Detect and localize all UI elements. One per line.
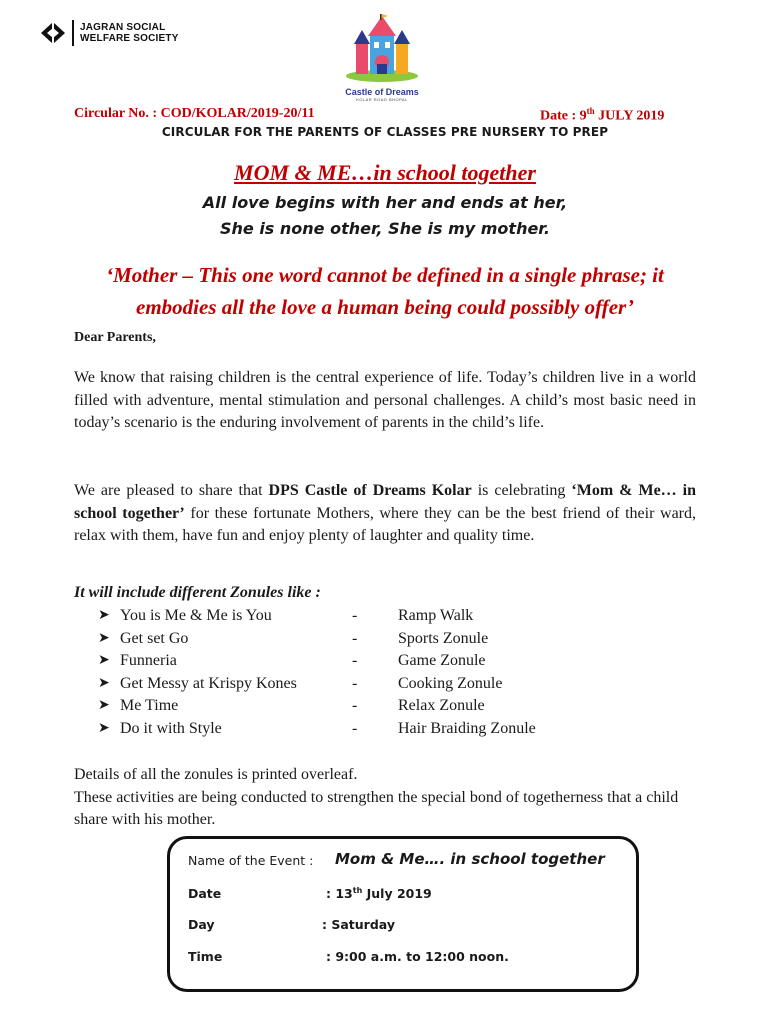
event-day-label: Day xyxy=(188,917,215,932)
society-logo xyxy=(40,20,179,46)
event-time-value: : 9:00 a.m. to 12:00 noon. xyxy=(326,949,509,964)
details-text xyxy=(74,764,694,832)
dash-separator: - xyxy=(352,652,358,669)
zonule-name: You is Me & Me is You xyxy=(120,607,272,624)
list-item xyxy=(98,650,618,673)
event-day-value: : Saturday xyxy=(322,917,395,932)
event-day-row xyxy=(188,917,395,932)
dash-separator: - xyxy=(352,629,358,647)
event-name-row xyxy=(188,850,605,868)
logo-caption: Castle of Dreams xyxy=(345,87,419,97)
society-name-line1: JAGRAN SOCIAL xyxy=(80,22,166,33)
dash-separator: - xyxy=(352,607,358,624)
event-title: MOM & ME…in school together xyxy=(234,160,536,185)
arrow-bullet-icon: ➤ xyxy=(98,698,110,713)
zonules-heading: It will include different Zonules like : xyxy=(74,584,321,601)
zonules-list xyxy=(98,605,618,740)
castle-of-dreams-logo xyxy=(336,14,428,102)
details-line1: Details of all the zonules is printed overleaf. xyxy=(74,766,358,783)
jagran-logo-icon xyxy=(40,21,66,45)
zonule-type: Ramp Walk xyxy=(398,607,474,624)
details-line2: These activities are being conducted to strengthen the special bond of togetherness that a child share with his mother. xyxy=(74,788,679,828)
dash-separator: - xyxy=(352,697,358,714)
quote-line1: ‘Mother – This one word cannot be defined in a single phrase; it xyxy=(106,263,664,287)
event-name-label: Name of the Event : xyxy=(188,853,314,868)
zonule-name: Get Messy at Krispy Kones xyxy=(120,674,297,692)
zonule-type: Sports Zonule xyxy=(398,629,489,647)
circular-number: Circular No. : COD/KOLAR/2019-20/11 xyxy=(74,106,315,121)
event-info-box xyxy=(167,836,639,992)
quote-line2: embodies all the love a human being could possibly offer’ xyxy=(136,295,634,319)
event-date-label: Date xyxy=(188,886,222,901)
list-item xyxy=(98,695,618,718)
zonule-type: Game Zonule xyxy=(398,652,486,669)
zonule-name: Me Time xyxy=(120,697,179,714)
arrow-bullet-icon: ➤ xyxy=(98,630,110,646)
event-name-value: Mom & Me…. in school together xyxy=(335,850,605,868)
event-time-label: Time xyxy=(188,949,223,964)
list-item xyxy=(98,628,618,651)
tagline-line1: All love begins with her and ends at her, xyxy=(202,193,568,212)
castle-icon xyxy=(342,14,422,84)
list-item xyxy=(98,718,618,741)
tagline-line2: She is none other, She is my mother. xyxy=(219,219,550,238)
paragraph-event: We are pleased to share that DPS Castle of Dreams Kolar is celebrating ‘Mom & Me… in school together’ for these fortunate Mothers, where they can be the best friend of their ward, relax with them, have fun and enjoy plenty of laughter and quality time. xyxy=(74,482,696,544)
arrow-bullet-icon: ➤ xyxy=(98,720,110,736)
paragraph-intro: We know that raising children is the central experience of life. Today’s children live in a world filled with adventure, mental stimulation and personal challenges. A child’s most basic need in today’s scenario is the enduring involvement of parents in the child’s life. xyxy=(74,369,696,431)
society-name-line2: WELFARE SOCIETY xyxy=(80,33,179,44)
circular-title: CIRCULAR FOR THE PARENTS OF CLASSES PRE NURSERY TO PREP xyxy=(161,125,609,139)
dash-separator: - xyxy=(352,674,358,692)
circular-date: Date : 9th JULY 2019 xyxy=(540,106,665,124)
zonule-type: Hair Braiding Zonule xyxy=(398,719,536,737)
arrow-bullet-icon: ➤ xyxy=(98,675,110,691)
zonule-name: Funneria xyxy=(120,652,177,669)
logo-subcaption: KOLAR ROAD BHOPAL xyxy=(356,97,408,102)
event-date-row xyxy=(188,886,432,902)
arrow-bullet-icon: ➤ xyxy=(98,653,110,668)
event-time-row xyxy=(188,949,509,964)
arrow-bullet-icon: ➤ xyxy=(98,608,110,623)
list-item xyxy=(98,673,618,696)
list-item xyxy=(98,605,618,628)
divider-icon xyxy=(72,20,74,46)
event-date-value: : 13th July 2019 xyxy=(326,886,432,902)
zonule-name: Do it with Style xyxy=(120,719,222,737)
zonule-name: Get set Go xyxy=(120,629,189,647)
zonule-type: Cooking Zonule xyxy=(398,674,503,692)
dash-separator: - xyxy=(352,719,358,737)
zonule-type: Relax Zonule xyxy=(398,697,485,714)
salutation: Dear Parents, xyxy=(74,330,156,345)
